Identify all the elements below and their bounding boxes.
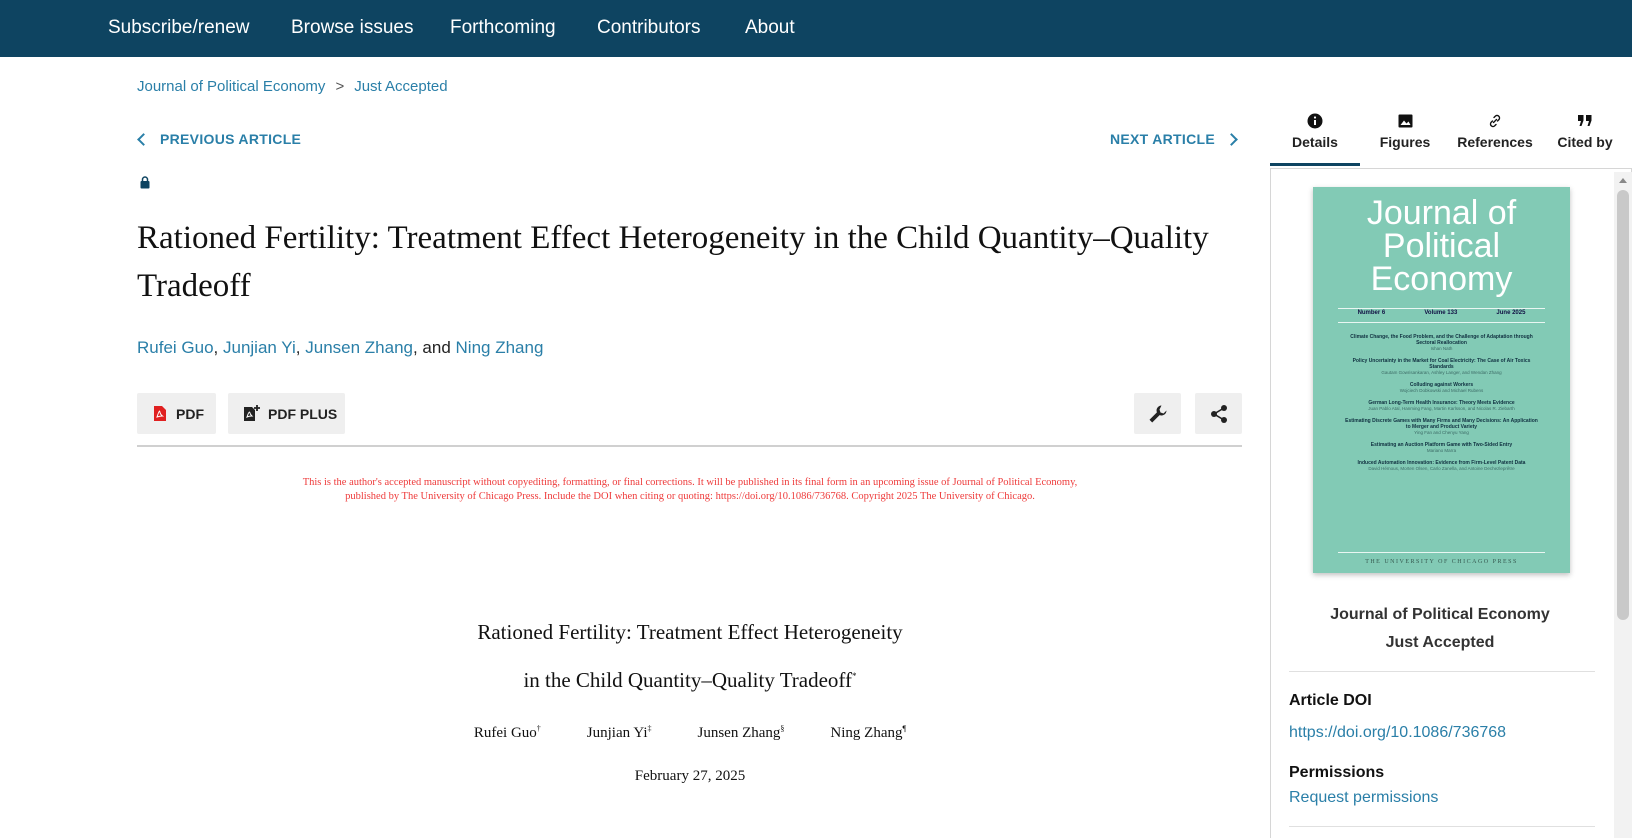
pdf-authors — [310, 724, 1070, 742]
tab-figures[interactable] — [1360, 111, 1450, 150]
cover-toc-entry — [1343, 418, 1540, 436]
author-separator: , and — [412, 338, 456, 357]
image-icon — [1398, 114, 1413, 128]
cover-contents — [1343, 334, 1540, 478]
details-scrollbar-thumb[interactable] — [1617, 190, 1629, 620]
pdf-title-line-1: Rationed Fertility: Treatment Effect Heterogeneity — [477, 620, 903, 644]
scroll-up-arrow-icon[interactable] — [1619, 178, 1627, 183]
cover-rule — [1338, 322, 1545, 323]
pdf-author-mark: ‡ — [647, 724, 652, 733]
cover-toc-authors: David Hémous, Morten Olsen, Carlo Zanella, and Antoine Dechezleprêtre — [1368, 466, 1515, 471]
sidebar-tabs — [1270, 111, 1632, 167]
cover-toc-authors: Gautam Gowrisankaran, Ashley Langer, and Wendan Zhang — [1381, 370, 1502, 375]
cover-toc-title: Colluding against Workers — [1409, 382, 1474, 388]
accepted-manuscript-notice: This is the author's accepted manuscript without copyediting, formatting, or final corrections. It will be published in its final form in an upcoming issue of Journal of Political Economy, published by The University of Chicago Press. Include the DOI when citing or quoting: https://doi.org/10.1086/736768. Copyright 2025 The University of Chicago. — [302, 477, 1078, 502]
pdf-icon — [153, 406, 166, 421]
info-icon — [1307, 113, 1323, 129]
tab-references[interactable] — [1450, 111, 1540, 150]
tab-details-label: Details — [1292, 134, 1338, 150]
cover-date: June 2025 — [1496, 310, 1526, 316]
pdf-button[interactable] — [137, 393, 216, 434]
cover-toc-title: Estimating an Auction Platform Game with Two-Sided Entry — [1370, 442, 1513, 448]
cover-toc-title: Climate Change, the Food Problem, and the Challenge of Adaptation through Sectoral Reallocation — [1350, 334, 1533, 346]
cover-toc-title: Policy Uncertainty in the Market for Coal Electricity: The Case of Air Toxics Standards — [1352, 358, 1531, 370]
cover-rule — [1338, 308, 1545, 309]
author-link[interactable]: Junjian Yi — [223, 338, 296, 357]
chevron-left-icon — [137, 133, 150, 146]
pdf-author — [587, 724, 652, 742]
author-separator: , — [213, 338, 223, 357]
article-doi-label: Article DOI — [1289, 692, 1372, 709]
request-permissions-link[interactable]: Request permissions — [1289, 789, 1439, 806]
section-divider — [1289, 671, 1595, 672]
journal-cover-image[interactable] — [1313, 187, 1570, 573]
pdf-plus-button-label: PDF PLUS — [268, 405, 338, 422]
cover-toc-entry — [1343, 358, 1540, 376]
lock-icon — [140, 176, 150, 189]
journal-info — [1290, 601, 1590, 657]
article-doi-link[interactable]: https://doi.org/10.1086/736768 — [1289, 724, 1507, 741]
nav-about[interactable]: About — [745, 17, 795, 38]
cover-toc-title: Estimating Discrete Games with Many Firms and Many Decisions: An Application to Merger and Product Variety — [1345, 418, 1538, 430]
section-divider — [1289, 826, 1595, 827]
cover-number: Number 6 — [1357, 310, 1386, 316]
top-navigation-bar — [0, 0, 1632, 57]
link-icon — [1487, 113, 1503, 129]
cover-toc-entry — [1343, 400, 1540, 412]
pdf-button-label: PDF — [176, 405, 204, 422]
cover-issue-meta — [1338, 310, 1545, 316]
breadcrumb-separator: > — [335, 78, 345, 95]
author-link[interactable]: Ning Zhang — [455, 338, 544, 357]
author-link[interactable]: Junsen Zhang — [305, 338, 413, 357]
nav-browse-issues[interactable]: Browse issues — [291, 17, 414, 38]
tab-details[interactable] — [1270, 111, 1360, 150]
cover-toc-authors: Ishan Nath — [1430, 346, 1453, 351]
breadcrumb-current-link[interactable]: Just Accepted — [354, 78, 448, 95]
journal-issue-status[interactable]: Just Accepted — [1385, 634, 1495, 651]
article-title: Rationed Fertility: Treatment Effect Heterogeneity in the Child Quantity–Quality Tradeoff — [137, 220, 1209, 304]
pdf-author-mark: † — [536, 724, 541, 733]
cover-toc-entry — [1343, 334, 1540, 352]
pdf-author-name: Junsen Zhang — [697, 725, 781, 741]
pdf-author — [830, 724, 906, 742]
pdf-author — [698, 724, 785, 742]
active-tab-indicator — [1270, 163, 1360, 166]
tab-cited-by[interactable] — [1540, 111, 1630, 150]
cover-title-line: Economy — [1370, 260, 1513, 298]
tab-references-label: References — [1457, 134, 1533, 150]
cover-toc-title: Induced Automation Innovation: Evidence from Firm-Level Patent Data — [1357, 460, 1526, 466]
pdf-author-mark: ¶ — [902, 724, 907, 733]
pdf-author-name: Junjian Yi — [586, 725, 648, 741]
cover-toc-authors: Ying Fan and Chenyu Yang — [1414, 430, 1469, 435]
next-article-link[interactable] — [1110, 131, 1236, 147]
pdf-author — [474, 724, 541, 742]
share-icon — [1210, 404, 1228, 424]
cover-toc-authors: Juan Pablo Atal, Hanming Fang, Martin Karlsson, and Nicolas R. Ziebarth — [1368, 406, 1515, 411]
cover-toc-entry — [1343, 460, 1540, 472]
pdf-author-name: Ning Zhang — [830, 725, 903, 741]
cover-toc-entry — [1343, 442, 1540, 454]
wrench-icon — [1148, 404, 1168, 424]
next-article-label: NEXT ARTICLE — [1110, 131, 1215, 147]
nav-subscribe-renew[interactable]: Subscribe/renew — [108, 17, 250, 38]
pdf-plus-icon — [243, 405, 260, 422]
cover-rule — [1338, 552, 1545, 553]
cover-toc-authors: Wojciech Dobkowski and Michael Rubens — [1399, 388, 1484, 393]
permissions-label: Permissions — [1289, 764, 1385, 781]
pdf-date: February 27, 2025 — [634, 768, 746, 784]
cover-toc-title: German Long-Term Health Insurance: Theory Meets Evidence — [1368, 400, 1515, 406]
pdf-author-mark: § — [780, 724, 785, 733]
chevron-right-icon — [1225, 133, 1238, 146]
nav-contributors[interactable]: Contributors — [597, 17, 701, 38]
pdf-title-line-2 — [310, 668, 1070, 693]
breadcrumb-journal-link[interactable]: Journal of Political Economy — [137, 78, 326, 95]
author-separator: , — [295, 338, 306, 357]
journal-name[interactable]: Journal of Political Economy — [1330, 606, 1550, 623]
cover-toc-authors: Mariano Marra — [1426, 448, 1457, 453]
cover-title-line: Political — [1382, 227, 1501, 265]
tab-figures-label: Figures — [1379, 134, 1431, 150]
cover-title — [1313, 194, 1570, 298]
pdf-title-footnote-mark: * — [852, 671, 857, 681]
pdf-plus-button[interactable] — [228, 393, 345, 434]
previous-article-label: PREVIOUS ARTICLE — [160, 131, 302, 147]
tab-cited-by-label: Cited by — [1557, 134, 1613, 150]
article-authors — [137, 338, 543, 358]
pdf-title-line-2-text: in the Child Quantity–Quality Tradeoff — [523, 668, 853, 692]
tools-button[interactable] — [1134, 393, 1181, 434]
cover-volume: Volume 133 — [1424, 310, 1458, 316]
quote-icon — [1578, 115, 1592, 127]
cover-toc-entry — [1343, 382, 1540, 394]
pdf-author-name: Rufei Guo — [473, 725, 537, 741]
toolbar-divider — [137, 445, 1242, 447]
breadcrumb — [137, 78, 448, 95]
share-button[interactable] — [1195, 393, 1242, 434]
cover-title-line: Journal of — [1366, 194, 1517, 232]
cover-publisher: THE UNIVERSITY OF CHICAGO PRESS — [1365, 559, 1518, 565]
previous-article-link[interactable] — [139, 131, 301, 147]
nav-forthcoming[interactable]: Forthcoming — [450, 17, 556, 38]
author-link[interactable]: Rufei Guo — [137, 338, 214, 357]
